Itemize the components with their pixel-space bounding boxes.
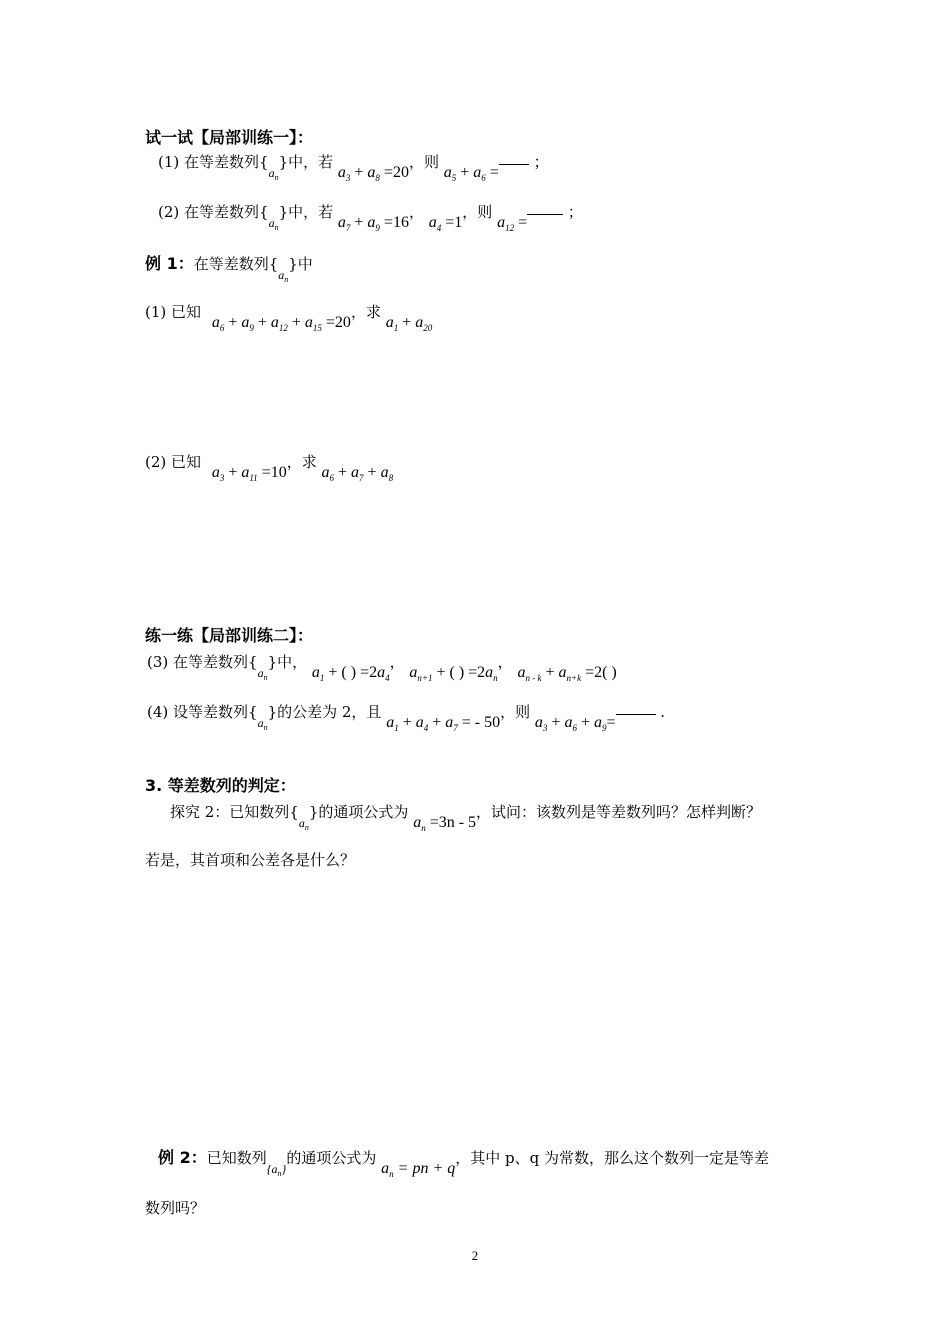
question-2: (2) 在等差数列$\{_{a_n}\}$中，若 $a_7 + a_9 =16$， $a_4 =1$，则 $a_{12}$ = ；: [158, 203, 583, 233]
ex1-p2-ask: $a_6 + a_7 + a_8$: [321, 464, 394, 483]
q2-ask: $a_{12}$ =: [497, 214, 528, 233]
q3-eq2: $a_{n+1}$ + ( ) $=2a_n$: [409, 664, 498, 683]
example2-line1: 例 2：已知数列$_{\{a_n\}}$的通项公式为 $a_n$ = pn + q，其中 p、q 为常数，那么这个数列一定是等差: [158, 1148, 769, 1179]
question-1: (1) 在等差数列$\{_{a_n}\}$中，若 $a_3 + a_8 =20$，则 $a_5 + a_6$ = ；: [158, 153, 549, 183]
q3-eq3: $a_{n - k} + a_{n+k} =2$( ): [517, 664, 617, 683]
example2-line2: 数列吗？: [145, 1199, 206, 1217]
q1-ask: $a_5 + a_6$ =: [443, 164, 499, 183]
section1-title: 试一试【局部训练一】：: [145, 128, 314, 147]
example1-header: 例 1：在等差数列$\{_{a_n}\}$中: [145, 254, 313, 284]
q4-ask: $a_3 + a_6 + a_9=$: [534, 714, 616, 733]
example2-formula: $a_n$ = pn + q: [381, 1160, 456, 1179]
explore-2-line2: 若是，其首项和公差各是什么？: [145, 851, 356, 869]
q2-condition-2: $a_4 =1$: [428, 214, 463, 233]
ex1-p1-ask: $a_1 + a_{20}$: [385, 314, 433, 333]
ex1-p2-condition: $a_3 + a_{11} =10$: [211, 464, 287, 483]
q2-condition: $a_7 + a_9 =16$: [337, 214, 409, 233]
question-3: (3) 在等差数列$\{_{a_n}\}$中， $a_1$ + ( ) $=2a_4$， $a_{n+1}$ + ( ) $=2a_n$， $a_{n - k} + a_{n+k} =2$( ): [147, 653, 617, 683]
example1-part1: (1) 已知 $a_6 + a_9 + a_{12} + a_{15} =20$，求 $a_1 + a_{20}$: [145, 303, 433, 333]
q3-eq1: $a_1$ + ( ) $=2a_4$: [311, 664, 390, 683]
q1-condition: $a_3 + a_8 =20$: [337, 164, 409, 183]
section2-title: 练一练【局部训练二】：: [145, 626, 314, 645]
answer-blank[interactable]: [527, 204, 563, 215]
explore-2-line1: 探究 2：已知数列$\{_{a_n}\}$的通项公式为 $a_n =3n - 5$，试问：该数列是等差数列吗？怎样判断？: [170, 803, 762, 833]
ex1-p1-condition: $a_6 + a_9 + a_{12} + a_{15} =20$: [211, 314, 351, 333]
answer-blank[interactable]: [616, 704, 656, 715]
section3-title: 3. 等差数列的判定：: [145, 776, 296, 795]
example1-part2: (2) 已知 $a_3 + a_{11} =10$，求 $a_6 + a_7 + a_8$: [145, 453, 394, 483]
q4-condition: $a_1 + a_4 + a_7$ = - 50: [386, 714, 501, 733]
page-number: 2: [471, 1248, 479, 1263]
question-4: (4) 设等差数列$\{_{a_n}\}$的公差为 2，且 $a_1 + a_4 + a_7$ = - 50，则 $a_3 + a_6 + a_9=$ .: [147, 703, 666, 733]
answer-blank[interactable]: [499, 154, 529, 165]
explore-formula: $a_n =3n - 5$: [413, 814, 477, 833]
